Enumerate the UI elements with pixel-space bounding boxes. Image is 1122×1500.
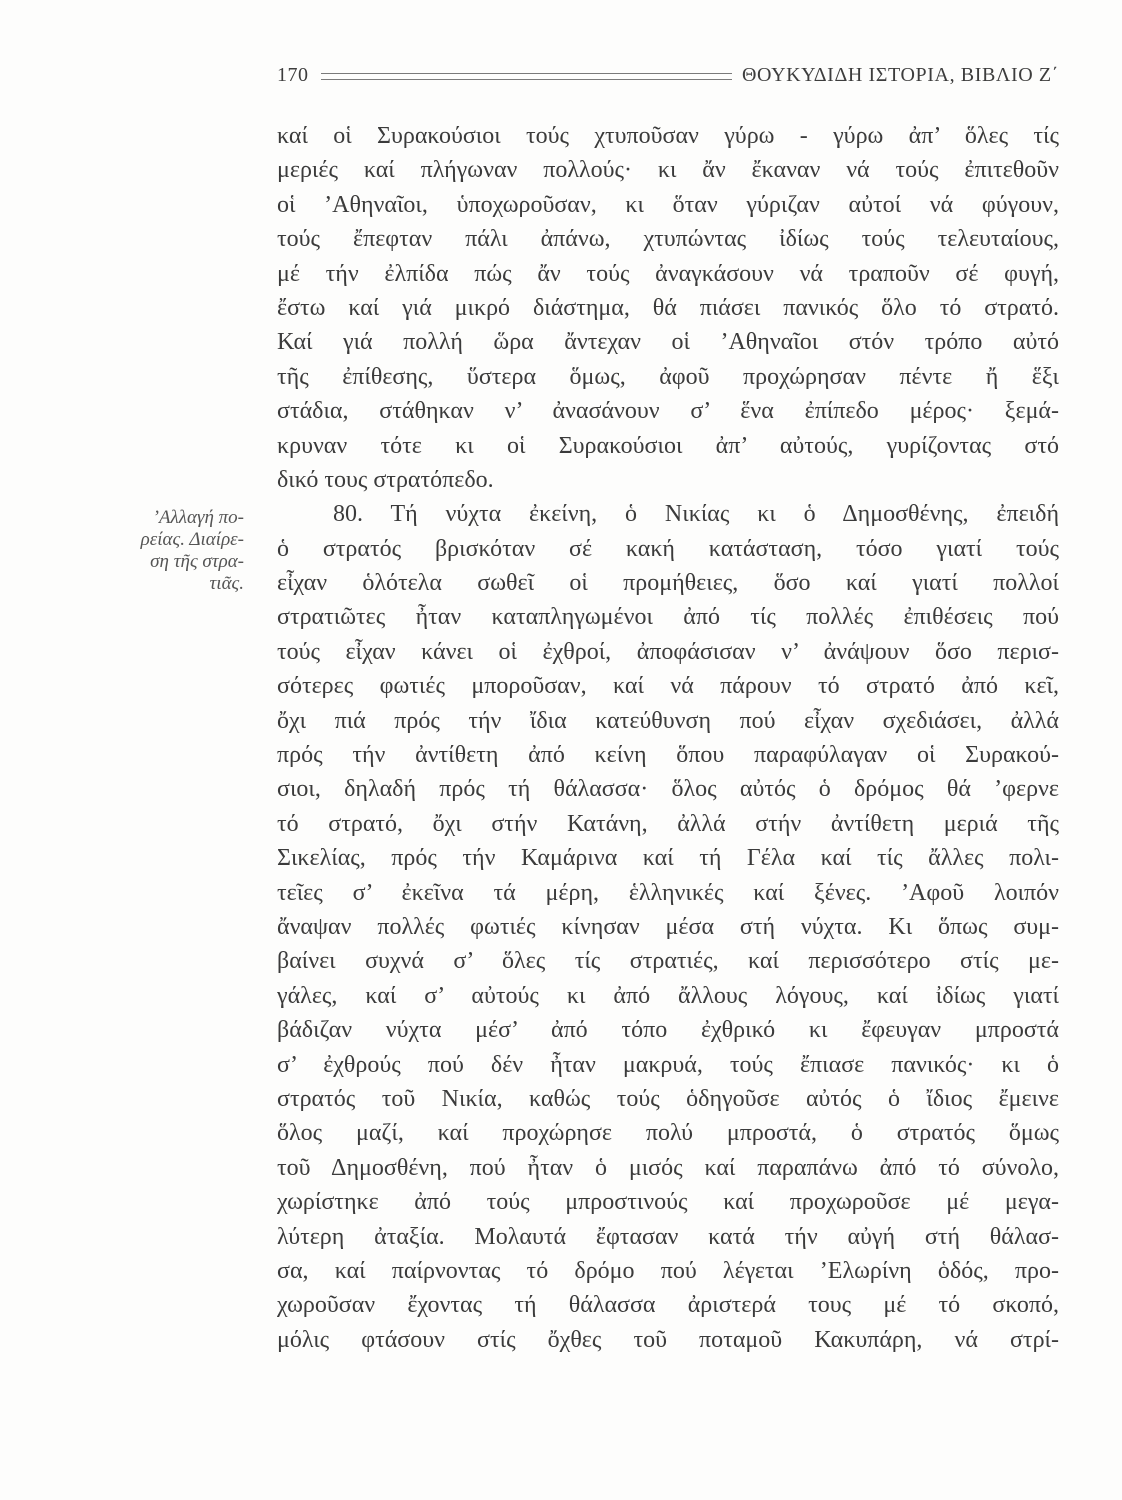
text-line: βάδιζαν νύχτα μέσ’ ἀπό τόπο ἐχθρικό κι ἔφευγαν μπροστά <box>277 1017 1059 1044</box>
marginal-note-line: ’Αλλαγή πο- <box>152 507 244 528</box>
page-number: 170 <box>277 63 309 86</box>
text-line: μέ τήν ἐλπίδα πώς ἄν τούς ἀναγκάσουν νά τραποῦν σέ φυγή, <box>277 260 1059 287</box>
running-header <box>277 60 1059 90</box>
text-line: λύτερη ἀταξία. Μολαυτά ἔφτασαν κατά τήν αὐγή στή θάλασ- <box>277 1223 1059 1250</box>
text-line: στρατιῶτες ἦταν καταπληγωμένοι ἀπό τίς πολλές ἐπιθέσεις πού <box>277 604 1059 631</box>
running-title: ΘΟΥΚΥΔΙΔΗ ΙΣΤΟΡΙΑ, ΒΙΒΛΙΟ Ζ΄ <box>742 63 1059 86</box>
marginal-note <box>80 507 244 595</box>
paragraph-end-line: δικό τους στρατόπεδο. <box>277 466 494 493</box>
text-line: σα, καί παίρνοντας τό δρόμο πού λέγεται ’Ελωρίνη ὁδός, προ- <box>277 1257 1059 1284</box>
text-line: χωροῦσαν ἔχοντας τή θάλασσα ἀριστερά τους μέ τό σκοπό, <box>277 1292 1059 1319</box>
text-line: μόλις φτάσουν στίς ὄχθες τοῦ ποταμοῦ Κακυπάρη, νά στρί- <box>277 1326 1059 1353</box>
section-start-line: 80. Τή νύχτα ἐκείνη, ὁ Νικίας κι ὁ Δημοσθένης, ἐπειδή <box>333 501 1059 528</box>
marginal-note-line: ση τῆς στρα- <box>150 551 244 572</box>
text-line: οἱ ’Αθηναῖοι, ὑποχωροῦσαν, κι ὅταν γύριζαν αὐτοί νά φύγουν, <box>277 191 1059 218</box>
text-line: χωρίστηκε ἀπό τούς μπροστινούς καί προχωροῦσε μέ μεγα- <box>277 1189 1059 1216</box>
text-line: πρός τήν ἀντίθετη ἀπό κείνη ὅπου παραφύλαγαν οἱ Συρακού- <box>277 742 1059 769</box>
text-line: ἄναψαν πολλές φωτιές κίνησαν μέσα στή νύχτα. Κι ὅπως συμ- <box>277 913 1059 940</box>
text-line: εἶχαν ὁλότελα σωθεῖ οἱ προμήθειες, ὅσο καί γιατί πολλοί <box>277 570 1059 597</box>
text-line: τούς ἔπεφταν πάλι ἀπάνω, χτυπώντας ἰδίως τούς τελευταίους, <box>277 226 1059 253</box>
text-line: σιοι, δηλαδή πρός τή θάλασσα· ὅλος αὐτός ὁ δρόμος θά ’φερνε <box>277 776 1059 803</box>
text-line: τοῦ Δημοσθένη, πού ἦταν ὁ μισός καί παραπάνω ἀπό τό σύνολο, <box>277 1154 1059 1181</box>
text-line: τό στρατό, ὄχι στήν Κατάνη, ἀλλά στήν ἀντίθετη μεριά τῆς <box>277 810 1059 837</box>
body-text <box>277 119 1059 1357</box>
text-line: Καί γιά πολλή ὥρα ἄντεχαν οἱ ’Αθηναῖοι στόν τρόπο αὐτό <box>277 329 1059 356</box>
text-line: τούς εἶχαν κάνει οἱ ἐχθροί, ἀποφάσισαν ν’ ἀνάψουν ὅσο περισ- <box>277 638 1059 665</box>
marginal-note-line: ρείας. Διαίρε- <box>140 529 244 550</box>
text-line: στρατός τοῦ Νικία, καθώς τούς ὁδηγοῦσε αὐτός ὁ ἴδιος ἔμεινε <box>277 1085 1059 1112</box>
text-line: σότερες φωτιές μποροῦσαν, καί νά πάρουν τό στρατό ἀπό κεῖ, <box>277 673 1059 700</box>
text-line: ἔστω καί γιά μικρό διάστημα, θά πιάσει πανικός ὅλο τό στρατό. <box>277 294 1059 321</box>
text-line: στάδια, στάθηκαν ν’ ἀνασάνουν σ’ ἕνα ἐπίπεδο μέρος· ξεμά- <box>277 398 1059 425</box>
text-line: ὅλος μαζί, καί προχώρησε πολύ μπροστά, ὁ στρατός ὅμως <box>277 1120 1059 1147</box>
text-line: βαίνει συχνά σ’ ὅλες τίς στρατιές, καί περισσότερο στίς με- <box>277 948 1059 975</box>
header-double-rule <box>321 73 733 80</box>
text-line: γάλες, καί σ’ αὐτούς κι ἀπό ἄλλους λόγους, καί ἰδίως γιατί <box>277 982 1059 1009</box>
text-line: ὄχι πιά πρός τήν ἴδια κατεύθυνση πού εἶχαν σχεδιάσει, ἀλλά <box>277 707 1059 734</box>
text-line: Σικελίας, πρός τήν Καμάρινα καί τή Γέλα καί τίς ἄλλες πολι- <box>277 845 1059 872</box>
text-line: μεριές καί πλήγωναν πολλούς· κι ἄν ἔκαναν νά τούς ἐπιτεθοῦν <box>277 157 1059 184</box>
marginal-note-line: τιᾶς. <box>209 573 244 594</box>
text-line: σ’ ἐχθρούς πού δέν ἦταν μακρυά, τούς ἔπιασε πανικός· κι ὁ <box>277 1051 1059 1078</box>
text-line: τεῖες σ’ ἐκεῖνα τά μέρη, ἑλληνικές καί ξένες. ’Αφοῦ λοιπόν <box>277 879 1059 906</box>
text-line: ὁ στρατός βρισκόταν σέ κακή κατάσταση, τόσο γιατί τούς <box>277 535 1059 562</box>
text-line: κρυναν τότε κι οἱ Συρακούσιοι ἀπ’ αὐτούς, γυρίζοντας στό <box>277 432 1059 459</box>
text-line: καί οἱ Συρακούσιοι τούς χτυποῦσαν γύρω - γύρω ἀπ’ ὅλες τίς <box>277 123 1059 149</box>
text-line: τῆς ἐπίθεσης, ὕστερα ὅμως, ἀφοῦ προχώρησαν πέντε ἤ ἕξι <box>277 363 1059 390</box>
